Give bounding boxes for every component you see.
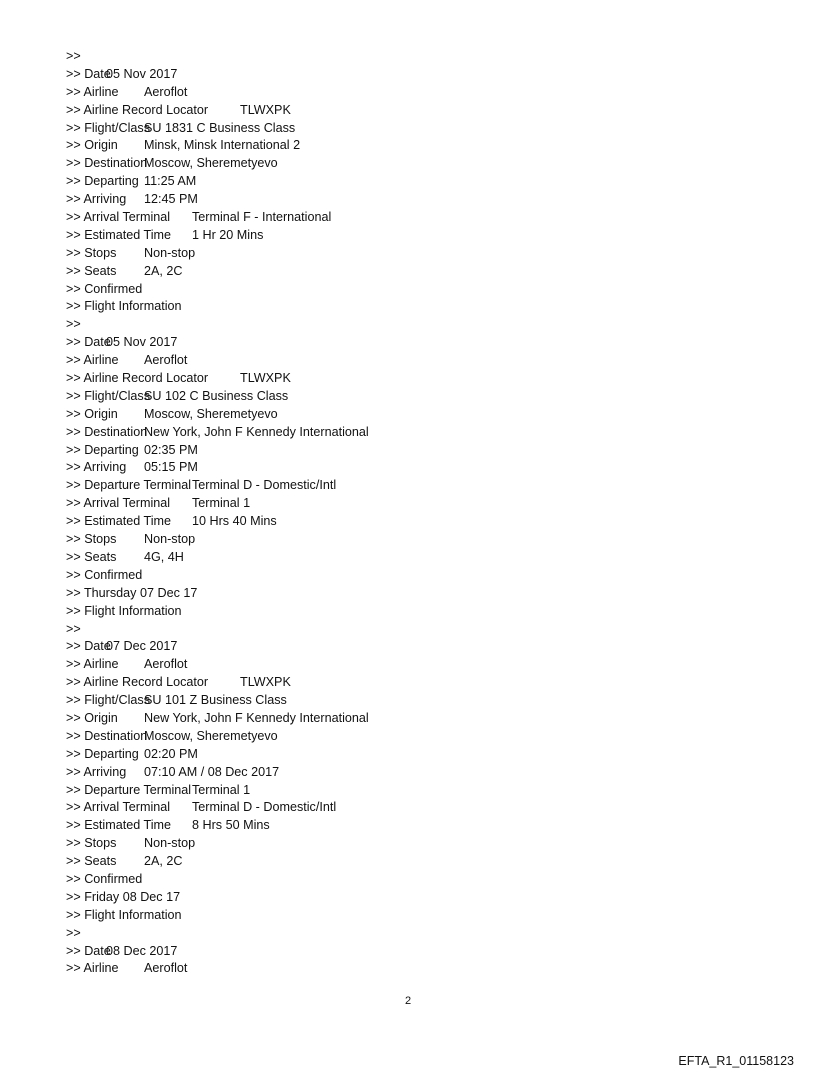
- line-value: Non-stop: [144, 836, 196, 851]
- line-label: >> Flight Information: [66, 299, 182, 314]
- line-label: >> Flight/Class: [66, 120, 150, 135]
- line-label: >> Date: [66, 66, 111, 81]
- line-value: 05:15 PM: [144, 460, 198, 475]
- line-label: >> Airline Record Locator: [66, 371, 209, 386]
- line-value: SU 101 Z Business Class: [144, 693, 287, 708]
- line-label: >> Confirmed: [66, 281, 143, 296]
- line-label: >> Estimated Time: [66, 514, 171, 529]
- line-value: 2A, 2C: [144, 263, 183, 278]
- line-value: TLWXPK: [240, 675, 291, 690]
- line-label: >> Date: [66, 943, 111, 958]
- line-value: 02:35 PM: [144, 442, 198, 457]
- line-label: >> Seats: [66, 549, 117, 564]
- line-value: Terminal 1: [192, 496, 251, 511]
- line-label: >> Confirmed: [66, 871, 143, 886]
- line-label: >> Arriving: [66, 460, 127, 475]
- line-value: 12:45 PM: [144, 192, 198, 207]
- line-value: 05 Nov 2017: [106, 66, 178, 81]
- line-value: Aeroflot: [144, 84, 188, 99]
- line-label: >> Origin: [66, 138, 118, 153]
- line-value: 02:20 PM: [144, 746, 198, 761]
- line-value: New York, John F Kennedy International: [144, 424, 369, 439]
- line-label: >> Friday 08 Dec 17: [66, 889, 181, 904]
- line-value: Aeroflot: [144, 657, 188, 672]
- line-value: 8 Hrs 50 Mins: [192, 818, 270, 833]
- line-value: Terminal 1: [192, 782, 251, 797]
- line-label: >> Stops: [66, 245, 117, 260]
- line-label: >> Arriving: [66, 192, 127, 207]
- line-label: >> Arrival Terminal: [66, 496, 171, 511]
- line-label: >> Date: [66, 335, 111, 350]
- line-value: Terminal D - Domestic/Intl: [192, 800, 337, 815]
- line-value: New York, John F Kennedy International: [144, 710, 369, 725]
- document-id: EFTA_R1_01158123: [678, 1054, 794, 1068]
- line-value: 2A, 2C: [144, 854, 183, 869]
- line-value: TLWXPK: [240, 371, 291, 386]
- line-value: 4G, 4H: [144, 549, 184, 564]
- line-label: >> Stops: [66, 532, 117, 547]
- line-value: SU 1831 C Business Class: [144, 120, 296, 135]
- line-label: >> Date: [66, 639, 111, 654]
- line-label: >> Airline: [66, 353, 119, 368]
- line-value: Non-stop: [144, 532, 196, 547]
- line-label: >> Flight/Class: [66, 693, 150, 708]
- line-label: >> Airline: [66, 657, 119, 672]
- line-value: SU 102 C Business Class: [144, 388, 289, 403]
- line-value: Moscow, Sheremetyevo: [144, 156, 278, 171]
- page-number: 2: [404, 995, 412, 1007]
- line-value: Aeroflot: [144, 961, 188, 976]
- line-value: 10 Hrs 40 Mins: [192, 514, 277, 529]
- line-label: >> Airline Record Locator: [66, 675, 209, 690]
- line-label: >> Departing: [66, 174, 139, 189]
- line-label: >> Origin: [66, 406, 118, 421]
- line-label: >>: [66, 925, 81, 940]
- line-value: Non-stop: [144, 245, 196, 260]
- line-label: >> Flight Information: [66, 907, 182, 922]
- line-label: >> Flight/Class: [66, 388, 150, 403]
- line-label: >> Airline: [66, 84, 119, 99]
- line-value: Moscow, Sheremetyevo: [144, 728, 278, 743]
- line-value: 1 Hr 20 Mins: [192, 227, 264, 242]
- line-label: >> Airline: [66, 961, 119, 976]
- line-label: >> Stops: [66, 836, 117, 851]
- line-label: >> Estimated Time: [66, 818, 171, 833]
- line-value: 08 Dec 2017: [106, 943, 178, 958]
- line-value: 07:10 AM / 08 Dec 2017: [144, 764, 280, 779]
- line-label: >> Arriving: [66, 764, 127, 779]
- line-label: >> Arrival Terminal: [66, 800, 171, 815]
- line-label: >> Flight Information: [66, 603, 182, 618]
- line-label: >> Thursday 07 Dec 17: [66, 585, 198, 600]
- line-label: >> Arrival Terminal: [66, 210, 171, 225]
- line-label: >>: [66, 621, 81, 636]
- line-value: Terminal D - Domestic/Intl: [192, 478, 337, 493]
- line-value: TLWXPK: [240, 102, 291, 117]
- line-label: >>: [66, 49, 81, 63]
- line-value: Terminal F - International: [192, 210, 332, 225]
- line-label: >> Destination: [66, 424, 148, 439]
- line-label: >> Airline Record Locator: [66, 102, 209, 117]
- line-label: >> Seats: [66, 263, 117, 278]
- line-label: >>: [66, 317, 81, 332]
- line-value: Minsk, Minsk International 2: [144, 138, 301, 153]
- line-label: >> Destination: [66, 728, 148, 743]
- line-value: 11:25 AM: [144, 174, 197, 189]
- line-value: Moscow, Sheremetyevo: [144, 406, 278, 421]
- line-label: >> Departure Terminal: [66, 782, 192, 797]
- line-label: >> Departure Terminal: [66, 478, 192, 493]
- line-label: >> Origin: [66, 710, 118, 725]
- line-value: 07 Dec 2017: [106, 639, 178, 654]
- line-value: 05 Nov 2017: [106, 335, 178, 350]
- line-label: >> Destination: [66, 156, 148, 171]
- line-value: Aeroflot: [144, 353, 188, 368]
- line-label: >> Estimated Time: [66, 227, 171, 242]
- line-label: >> Confirmed: [66, 567, 143, 582]
- line-label: >> Departing: [66, 442, 139, 457]
- line-label: >> Seats: [66, 854, 117, 869]
- line-label: >> Departing: [66, 746, 139, 761]
